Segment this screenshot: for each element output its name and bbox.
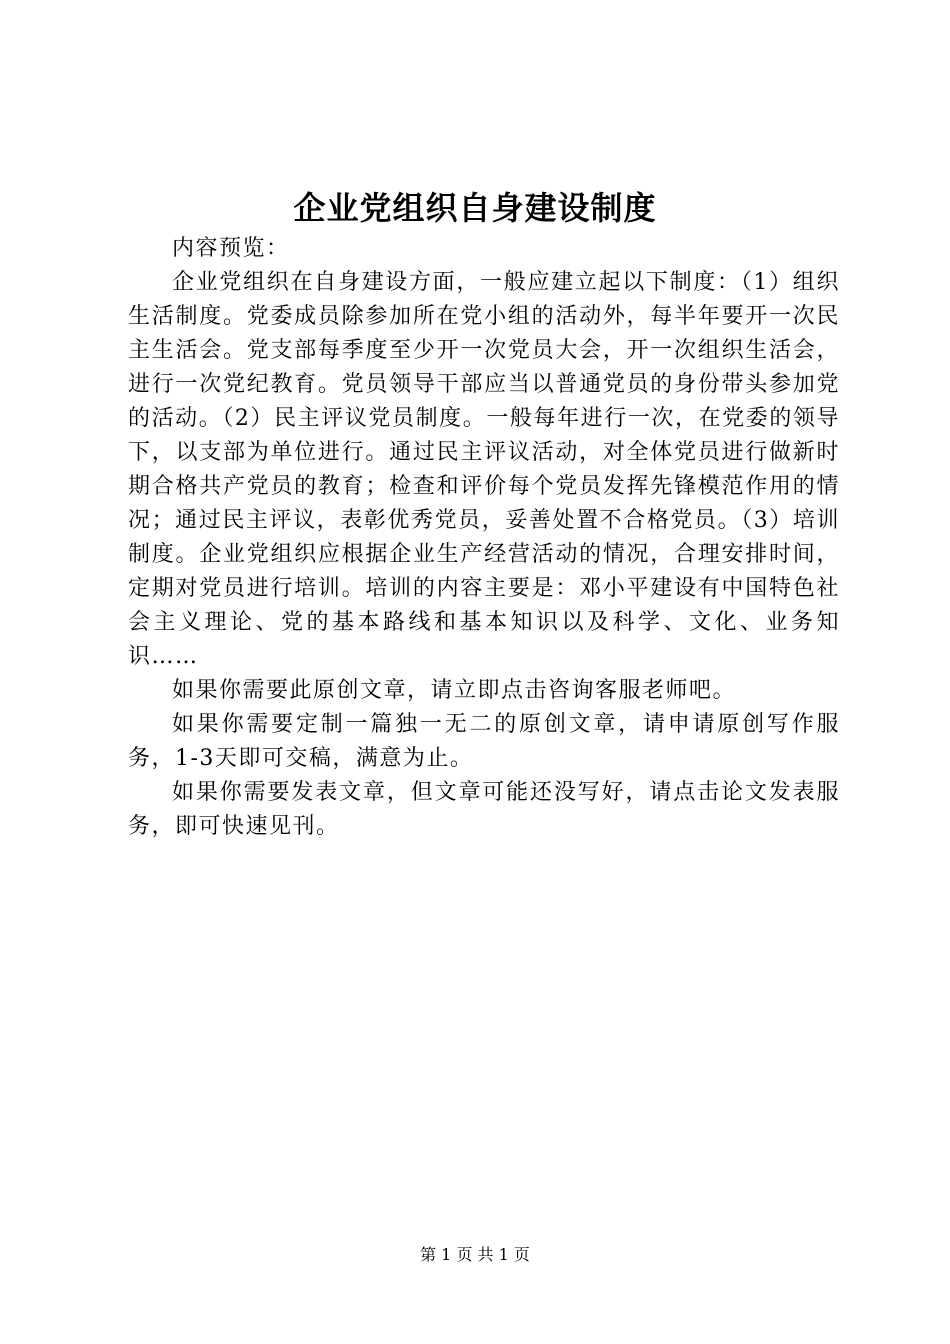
page-footer: 第 1 页 共 1 页 [420, 1245, 530, 1264]
document-body [128, 232, 840, 844]
document-title: 企业党组织自身建设制度 [293, 189, 657, 227]
preview-label: 内容预览： [172, 236, 290, 261]
preview-paragraph: 企业党组织在自身建设方面，一般应建立起以下制度：（1）组织生活制度。党委成员除参加所在党小组的活动外，每半年要开一次民主生活会。党支部每季度至少开一次党员大会，开一次组织生活会，进行一次党纪教育。党员领导干部应当以普通党员的身份带头参加党的活动。（2）民主评议党员制度。一般每年进行一次，在党委的领导下，以支部为单位进行。通过民主评议活动，对全体党员进行做新时期合格共产党员的教育；检查和评价每个党员发挥先锋模范作用的情况；通过民主评议，表彰优秀党员，妥善处置不合格党员。（3）培训制度。企业党组织应根据企业生产经营活动的情况，合理安排时间，定期对党员进行培训。培训的内容主要是：邓小平建设有中国特色社会主义理论、党的基本路线和基本知识以及科学、文化、业务知识…… [128, 270, 840, 669]
custom-writing-notice: 如果你需要定制一篇独一无二的原创文章，请申请原创写作服务，1-3天即可交稿，满意为止。 [128, 712, 840, 771]
original-article-notice: 如果你需要此原创文章，请立即点击咨询客服老师吧。 [172, 678, 737, 703]
publishing-service-notice: 如果你需要发表文章，但文章可能还没写好，请点击论文发表服务，即可快速见刊。 [128, 780, 840, 839]
